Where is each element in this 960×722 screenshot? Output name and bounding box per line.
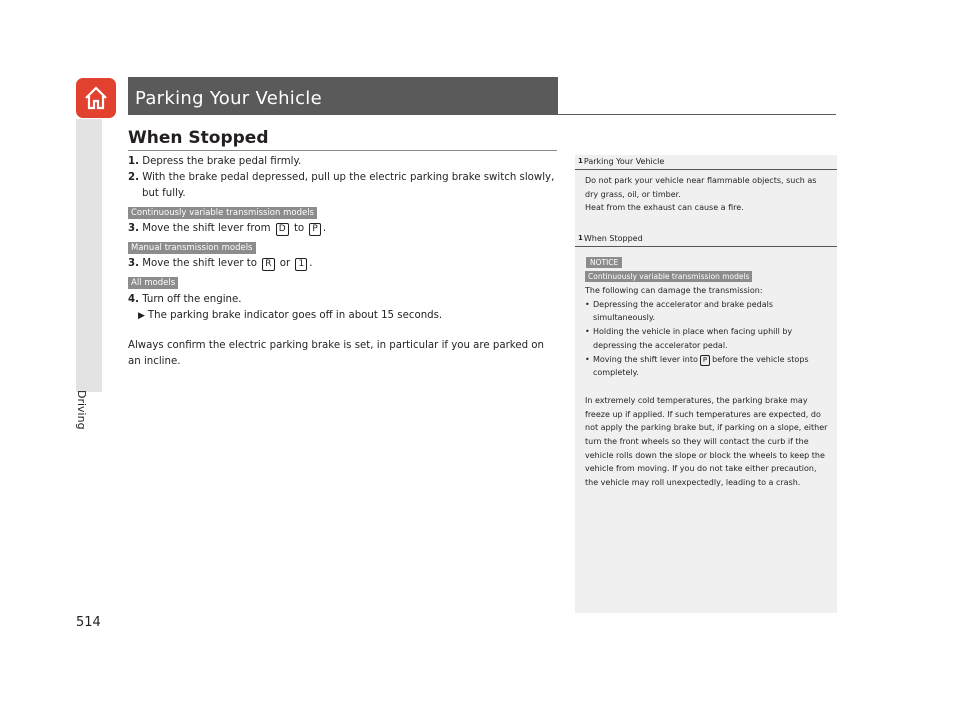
step-text: Depress the brake pedal firmly. (142, 156, 302, 167)
page-number: 514 (76, 615, 101, 630)
note-ref-icon: 1 (578, 234, 583, 242)
side-tab (76, 119, 102, 392)
home-icon (82, 84, 110, 112)
note-paragraph: In extremely cold temperatures, the parking brake may freeze up if applied. If such temperatures are expected, do not apply the parking brake but, if parking on a slope, either turn the front wheels so they will contact the curb if the vehicle rolls down the slope or block the wheels to keep the vehicle from moving. If you do not take either precaution, the vehicle may roll unexpectedly, leading to a crash. (585, 395, 828, 488)
gear-key-r: R (262, 258, 274, 271)
page-title-bar (128, 77, 558, 114)
note-text (585, 174, 830, 215)
step-text: With the brake pedal depressed, pull up the electric parking brake switch slowly, but fully. (142, 172, 555, 199)
step-text: Move the shift lever from (142, 223, 271, 234)
model-tag-cvt-note: Continuously variable transmission models (585, 271, 752, 282)
model-tag-manual: Manual transmission models (128, 242, 256, 254)
step-subtext: The parking brake indicator goes off in about 15 seconds. (147, 310, 443, 321)
note-divider (575, 169, 837, 170)
home-button[interactable] (76, 78, 116, 118)
list-item-text: before the vehicle stops completely. (593, 354, 809, 378)
closing-paragraph: Always confirm the electric parking brake is set, in particular if you are parked on an incline. (128, 340, 544, 367)
note-divider (575, 246, 837, 247)
step-number: 3. (128, 223, 139, 234)
step-number: 3. (128, 258, 139, 269)
step-text: Turn off the engine. (142, 294, 242, 305)
step-number: 1. (128, 156, 139, 167)
list-item: • Holding the vehicle in place when facing uphill by depressing the accelerator pedal. (585, 325, 830, 352)
step-number: 2. (128, 172, 139, 183)
step-text: . (309, 258, 313, 269)
gear-key-1: 1 (295, 258, 307, 271)
chapter-label: Driving (75, 390, 88, 430)
step-text: Move the shift lever to (142, 258, 258, 269)
list-item: • Depressing the accelerator and brake pedals simultaneously. (585, 298, 830, 325)
step-3-cvt (128, 221, 558, 237)
note-heading (578, 234, 643, 243)
step-4 (128, 292, 558, 308)
title-underline (128, 114, 836, 115)
note-ref-icon: 1 (578, 157, 583, 165)
list-item (585, 353, 830, 380)
section-heading: When Stopped (128, 128, 269, 148)
note-heading (578, 157, 664, 166)
step-text: . (322, 223, 327, 234)
note-text (585, 284, 830, 490)
list-item-text: Moving the shift lever into (593, 354, 698, 364)
step-text: to (293, 223, 305, 234)
model-tag-cvt: Continuously variable transmission models (128, 207, 317, 219)
note-line: Do not park your vehicle near flammable objects, such as dry grass, oil, or timber. (585, 176, 817, 199)
result-arrow-icon: ▶ (138, 311, 145, 321)
step-1 (128, 154, 558, 170)
section-divider (128, 150, 557, 151)
gear-key-p: P (309, 223, 320, 236)
gear-key-p: P (700, 355, 710, 366)
step-text: or (279, 258, 291, 269)
notice-badge: NOTICE (586, 257, 622, 268)
step-2 (128, 170, 558, 202)
step-number: 4. (128, 294, 139, 305)
gear-key-d: D (276, 223, 289, 236)
note-line: The following can damage the transmission: (585, 286, 763, 295)
note-title: When Stopped (583, 234, 643, 243)
warning-list (585, 298, 830, 380)
notes-panel (575, 155, 837, 613)
step-3-manual (128, 256, 558, 272)
model-tag-all: All models (128, 277, 178, 289)
page-title: Parking Your Vehicle (135, 88, 322, 109)
step-4-result (138, 308, 558, 324)
note-line: Heat from the exhaust can cause a fire. (585, 203, 744, 213)
note-title: Parking Your Vehicle (583, 157, 665, 166)
